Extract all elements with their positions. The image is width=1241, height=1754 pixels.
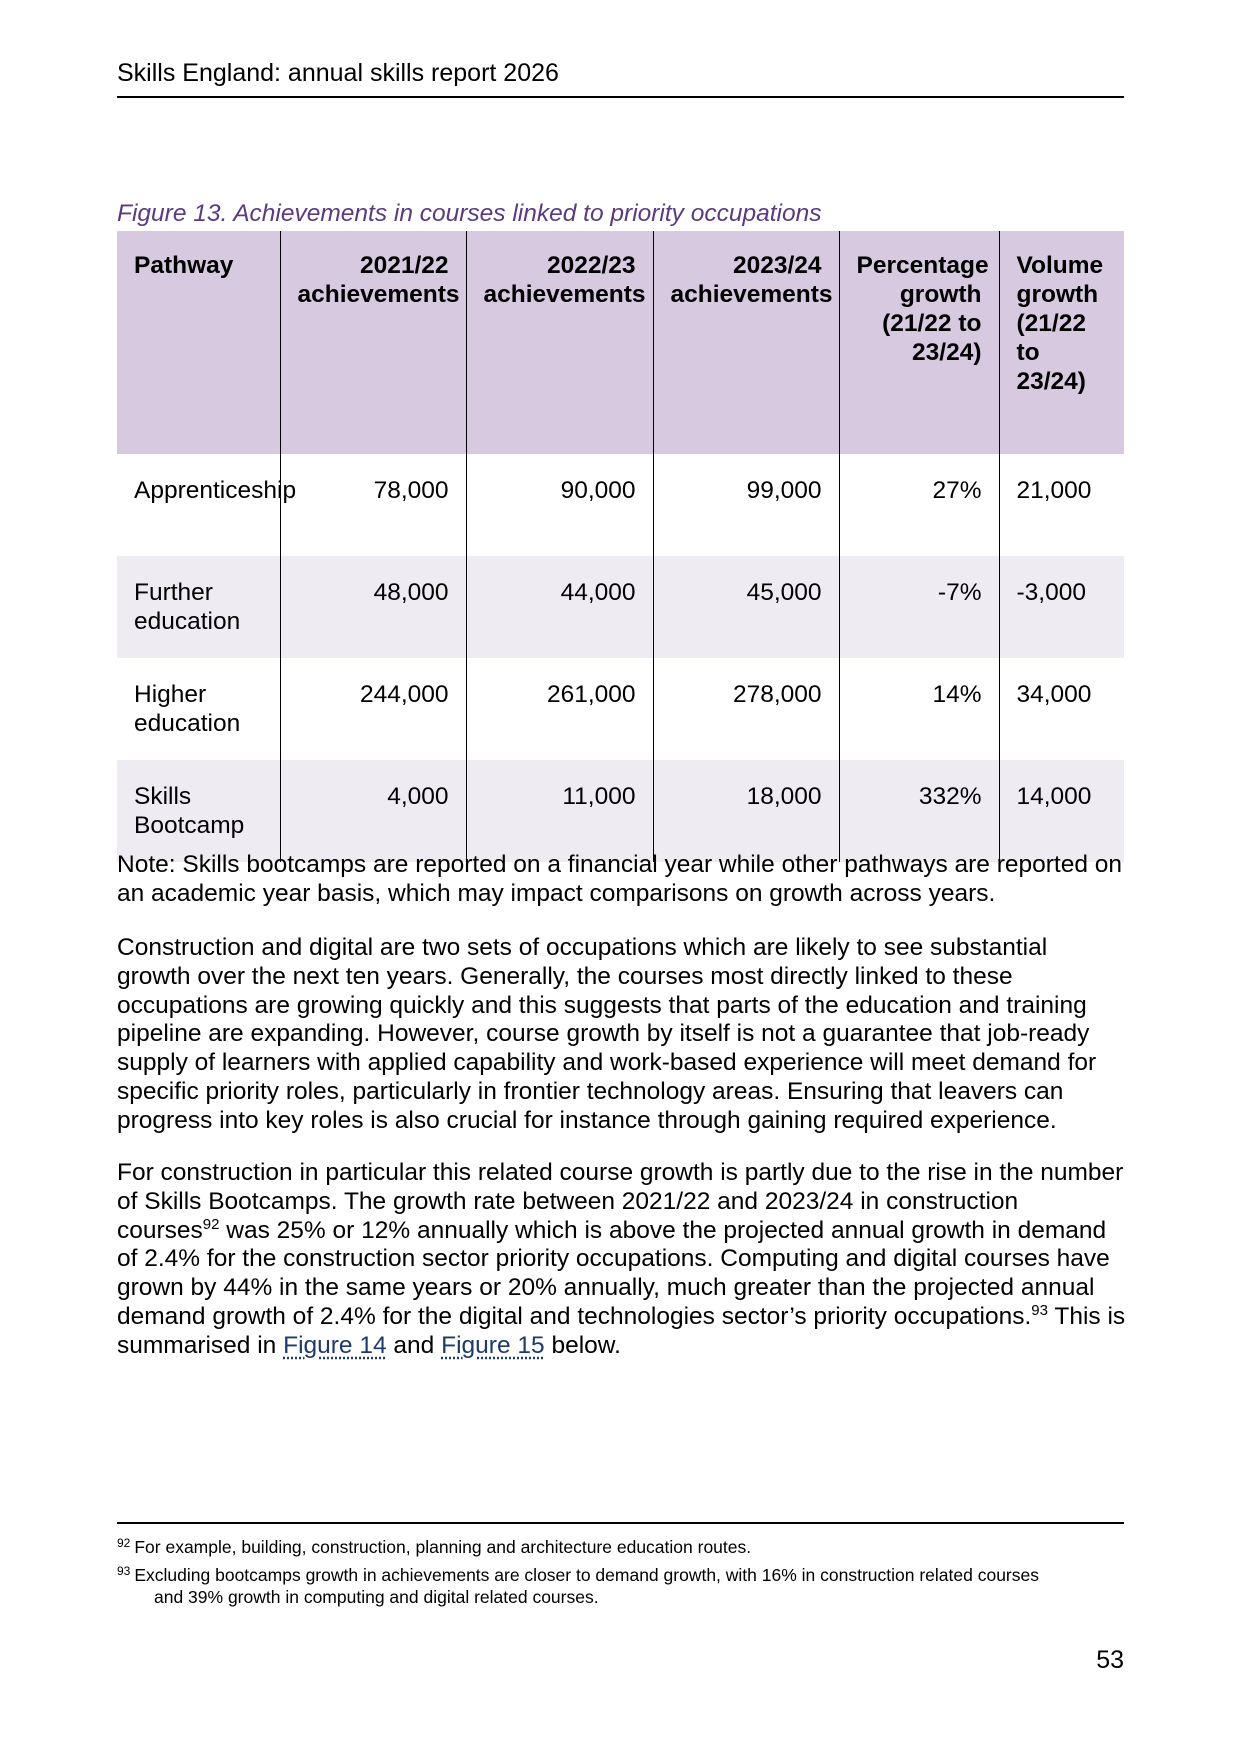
percent-cell: 332% <box>839 760 999 862</box>
volume-cell: 14,000 <box>999 760 1124 862</box>
pathway-cell: Apprenticeship <box>134 477 297 504</box>
table-header-row <box>117 231 1124 454</box>
paragraph-text: below. <box>544 1331 621 1359</box>
footnote-text: For example, building, construction, planning and architecture education routes. <box>134 1537 752 1557</box>
paragraph-text: For construction in particular this related course growth is partly due to the rise in the number of Skills Bootcamps. The growth rate between 2021/22 and 2023/24 in construction courses <box>117 1159 1124 1244</box>
value-cell: 244,000 <box>280 658 466 760</box>
col-header-2022-23: 2022/23 achievements <box>466 231 653 454</box>
table-row <box>117 658 1124 760</box>
col-header-volume-growth: Volume growth (21/22 to 23/24) <box>999 231 1124 454</box>
figure-14-link[interactable]: Figure 14 <box>283 1331 387 1359</box>
body-paragraph <box>117 1159 1127 1361</box>
col-header-2021-22: 2021/22 achievements <box>280 231 466 454</box>
value-cell: 11,000 <box>466 760 653 862</box>
table-row <box>117 760 1124 862</box>
value-cell: 48,000 <box>280 556 466 658</box>
value-cell: 18,000 <box>653 760 839 862</box>
percent-cell: 27% <box>839 454 999 556</box>
table-note: Note: Skills bootcamps are reported on a financial year while other pathways are reported on an academic year basis, which may impact comparisons on growth across years. <box>117 851 1123 907</box>
value-cell: 90,000 <box>466 454 653 556</box>
value-cell: 278,000 <box>653 658 839 760</box>
footnote-ref[interactable]: 93 <box>1031 1301 1048 1319</box>
footnote <box>117 1560 1127 1608</box>
table-row <box>117 454 1124 556</box>
report-title: Skills England: annual skills report 2026 <box>117 59 559 87</box>
footnote <box>117 1532 1127 1558</box>
value-cell: 78,000 <box>280 454 466 556</box>
pathway-cell: Further education <box>117 556 280 658</box>
value-cell: 261,000 <box>466 658 653 760</box>
footnote-number: 93 <box>117 1564 131 1578</box>
value-cell: 44,000 <box>466 556 653 658</box>
footnote-text-continued: and 39% growth in computing and digital related courses. <box>154 1587 599 1607</box>
col-header-2023-24: 2023/24 achievements <box>653 231 839 454</box>
volume-cell: 34,000 <box>999 658 1124 760</box>
achievements-table <box>117 231 1124 862</box>
page-header <box>117 56 1124 98</box>
figure-caption: Figure 13. Achievements in courses linked to priority occupations <box>117 200 822 227</box>
page-number: 53 <box>1096 1646 1124 1674</box>
paragraph-text: This is summarised in <box>117 1302 1126 1359</box>
body-paragraph: Construction and digital are two sets of occupations which are likely to see substantial growth over the next ten years. Generally, the courses most directly linked to these occupations are growing quickly and this suggests that parts of the education and training pipeline are expanding. However, course growth by itself is not a guarantee that job-ready supply of learners with applied capability and work-based experience will meet demand for specific priority roles, particularly in frontier technology areas. Ensuring that leavers can progress into key roles is also crucial for instance through gaining required experience. <box>117 934 1097 1134</box>
percent-cell: 14% <box>839 658 999 760</box>
value-cell: 4,000 <box>280 760 466 862</box>
col-header-pathway: Pathway <box>117 231 280 454</box>
footnote-text: Excluding bootcamps growth in achievements are closer to demand growth, with 16% in construction related courses <box>134 1565 1039 1585</box>
footnote-ref[interactable]: 92 <box>202 1215 220 1233</box>
volume-cell: 21,000 <box>999 454 1124 556</box>
col-header-percentage-growth: Percentage growth (21/22 to 23/24) <box>839 231 999 454</box>
figure-15-link[interactable]: Figure 15 <box>441 1331 545 1359</box>
value-cell: 99,000 <box>653 454 839 556</box>
percent-cell: -7% <box>839 556 999 658</box>
table-row <box>117 556 1124 658</box>
paragraph-text: was 25% or 12% annually which is above the projected annual growth in demand of 2.4% for the construction sector priority occupations. Computing and digital courses have grown by 44% in the same years or 20% annually, much greater than the projected annual demand growth of 2.4% for the digital and technologies sector’s priority occupations. <box>117 1216 1110 1330</box>
footnote-number: 92 <box>117 1536 131 1550</box>
paragraph-text: and <box>386 1331 442 1359</box>
volume-cell: -3,000 <box>999 556 1124 658</box>
pathway-cell: Higher education <box>134 681 241 737</box>
footnote-divider <box>117 1522 1124 1524</box>
value-cell: 45,000 <box>653 556 839 658</box>
pathway-cell: Skills Bootcamp <box>117 760 280 862</box>
